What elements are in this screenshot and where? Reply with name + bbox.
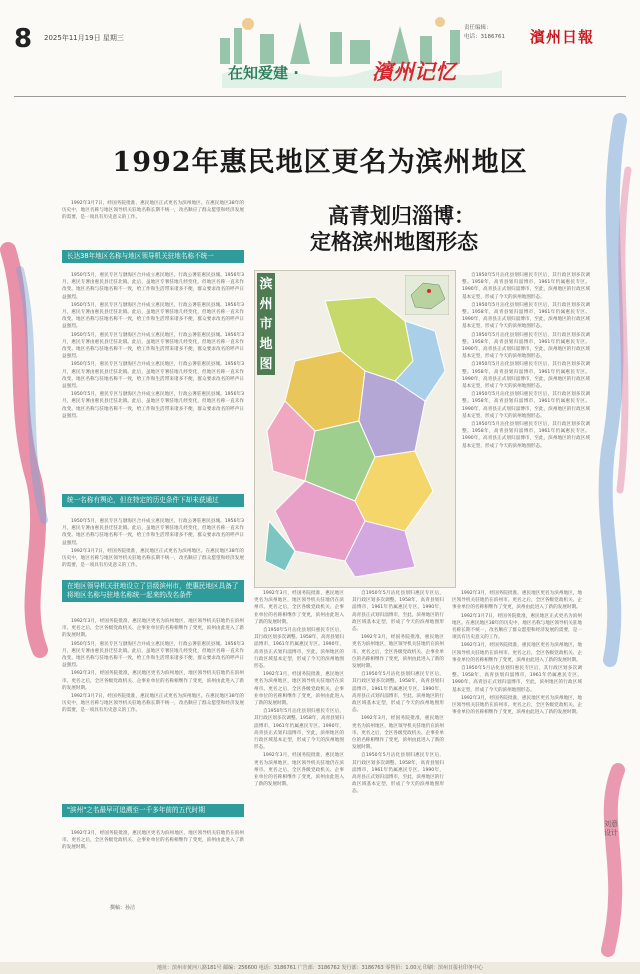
body-text: 自1950年5月沾化县划归惠民专区后，其行政区划多次调整。1958年，高青县划归淄博市，1961年仍属惠民专区。1990年，高青县正式划归淄博市，至此，滨州地区的行政区域基本定型，形成了今天的滨州地图形态。 (452, 666, 582, 693)
body-text: 1950年5月，惠民专区与渤海区合并成立惠民地区，行政公署驻惠民县城。1956年3月，惠民专署由惠民县迁驻北镇。此后，虽地区专署驻地几经变化，但地区名称一直未作改变。地区名称与驻地名称不一致，给工作和生活带来诸多不便，群众要求改名的呼声日益强烈。 (62, 641, 244, 669)
issue-date: 2025年11月19日 星期三 (44, 34, 124, 42)
byline: 撰稿：孙洁 (110, 905, 136, 911)
body-text: 自1950年5月沾化县划归惠民专区后，其行政区划多次调整。1958年，高青县划归淄博市，1961年仍属惠民专区。1990年，高青县正式划归淄博市，至此，滨州地区的行政区域基本定型，形成了今天的滨州地图形态。 (462, 362, 590, 390)
binzhou-map (254, 270, 456, 588)
lower-column-3 (352, 590, 444, 946)
body-text: 1950年5月，惠民专区与渤海区合并成立惠民地区，行政公署驻惠民县城。1956年3月，惠民专署由惠民县迁驻北镇。此后，虽地区专署驻地几经变化，但地区名称一直未作改变。地区名称与驻地名称不一致，给工作和生活带来诸多不便，群众要求改名的呼声日益强烈。 (62, 392, 244, 419)
body-text: 1992年3月，经国务院批准，惠民地区更名为滨州地区，地区领导机关驻地仍在滨州市。更名之后，全区各级党政机关、企事业单位的名称相继作了变更，滨州由此进入了新的发展时期。 (254, 591, 344, 625)
art-credit: 刘意设计 (604, 820, 618, 837)
sub-headline-line1: 高青划归淄博： (328, 203, 475, 228)
body-text: 1950年5月，惠民专区与渤海区合并成立惠民地区，行政公署驻惠民县城。1956年3月，惠民专署由惠民县迁驻北镇。此后，虽地区专署驻地几经变化，但地区名称一直未作改变。地区名称与驻地名称不一致，给工作和生活带来诸多不便，群众要求改名的呼声日益强烈。 (62, 519, 244, 546)
lower-column-1b (62, 830, 244, 900)
newspaper-masthead: 濱州日報 (530, 28, 595, 46)
body-text: 1992年3月，经国务院批准，惠民地区更名为滨州地区，地区领导机关驻地仍在滨州市。更名之后，全区各级党政机关、企事业单位的名称相继作了变更，滨州由此进入了新的发展时期。 (254, 753, 344, 788)
body-text: 1992年3月，经国务院批准，惠民地区更名为滨州地区，地区领导机关驻地仍在滨州市。更名之后，全区各级党政机关、企事业单位的名称相继作了变更，滨州由此进入了新的发展时期。 (352, 716, 444, 751)
intro-paragraph (62, 200, 244, 246)
body-text: 1950年5月，惠民专区与渤海区合并成立惠民地区，行政公署驻惠民县城。1956年3月，惠民专署由惠民县迁驻北镇。此后，虽地区专署驻地几经变化，但地区名称一直未作改变。地区名称与驻地名称不一致，给工作和生活带来诸多不便，群众要求改名的呼声日益强烈。 (62, 362, 244, 390)
body-text: 1950年5月，惠民专区与渤海区合并成立惠民地区，行政公署驻惠民县城。1956年3月，惠民专署由惠民县迁驻北镇。此后，虽地区专署驻地几经变化，但地区名称一直未作改变。地区名称与驻地名称不一致，给工作和生活带来诸多不便，群众要求改名的呼声日益强烈。 (62, 332, 244, 360)
body-text: 自1950年5月沾化县划归惠民专区后，其行政区划多次调整。1958年，高青县划归淄博市，1961年仍属惠民专区。1990年，高青县正式划归淄博市，至此，滨州地区的行政区域基本定型，形成了今天的滨州地图形态。 (352, 591, 444, 633)
body-text: 1992年3月，经国务院批准，惠民地区更名为滨州地区，地区领导机关驻地仍在滨州市。更名之后，全区各级党政机关、企事业单位的名称相继作了变更，滨州由此进入了新的发展时期。 (452, 643, 582, 663)
body-text: 1992年3月，经国务院批准，惠民地区更名为滨州地区，地区领导机关驻地仍在滨州市。更名之后，全区各级党政机关、企事业单位的名称相继作了变更，滨州由此进入了新的发展时期。 (452, 695, 582, 716)
body-text: 1950年5月，惠民专区与渤海区合并成立惠民地区，行政公署驻惠民县城。1956年3月，惠民专署由惠民县迁驻北镇。此后，虽地区专署驻地几经变化，但地区名称一直未作改变。地区名称与驻地名称不一致，给工作和生活带来诸多不便，群众要求改名的呼声日益强烈。 (62, 302, 244, 330)
body-text: 自1950年5月沾化县划归惠民专区后，其行政区划多次调整。1958年，高青县划归淄博市，1961年仍属惠民专区。1990年，高青县正式划归淄博市，至此，滨州地区的行政区域基本定型，形成了今天的滨州地图形态。 (462, 422, 590, 449)
body-text: 自1950年5月沾化县划归惠民专区后，其行政区划多次调整。1958年，高青县划归淄博市，1961年仍属惠民专区。1990年，高青县正式划归淄博市，至此，滨州地区的行政区域基本定型，形成了今天的滨州地图形态。 (462, 273, 590, 300)
page-number: 8 (14, 24, 33, 54)
editor-line: 责任编辑： (464, 25, 492, 31)
map-title-text: 滨州市地图 (259, 277, 273, 372)
section-head-1: 长达38年地区名称与地区领导机关驻地名称不统一 (62, 250, 244, 263)
body-text: 1992年3月，经国务院批准，惠民地区更名为滨州地区，地区领导机关驻地仍在滨州市。更名之后，全区各级党政机关、企事业单位的名称相继作了变更，滨州由此进入了新的发展时期。 (62, 619, 244, 639)
column-title-right: 濱州记忆 (372, 59, 456, 84)
header-divider (14, 96, 626, 97)
main-headline: 1992年惠民地区更名为滨州地区 (112, 147, 528, 178)
body-text: 自1950年5月沾化县划归惠民专区后，其行政区划多次调整。1958年，高青县划归淄博市，1961年仍属惠民专区。1990年，高青县正式划归淄博市，至此，滨州地区的行政区域基本定型，形成了今天的滨州地图形态。 (352, 753, 444, 795)
body-text: 自1950年5月沾化县划归惠民专区后，其行政区划多次调整。1958年，高青县划归淄博市，1961年仍属惠民专区。1990年，高青县正式划归淄博市，至此，滨州地区的行政区域基本定型，形成了今天的滨州地图形态。 (352, 672, 444, 714)
lower-column-2 (254, 590, 344, 946)
column-title-left: 在知爱建 · (228, 64, 299, 82)
body-text: 1992年3月7日，经国务院批准，惠民地区正式更名为滨州地区。在惠民地区38年的历史中，地区名称与地区领导机关驻地名称长期不统一，改名顺应了群众愿望和经济发展的需要，是一项具有历史意义的工作。 (452, 613, 582, 641)
right-brush-decoration (590, 110, 640, 670)
body-text: 1992年3月，经国务院批准，惠民地区更名为滨州地区，地区领导机关驻地仍在滨州市。更名之后，全区各级党政机关、企事业单位的名称相继作了变更，滨州由此进入了新的发展时期。 (254, 672, 344, 707)
body-text: 1992年3月7日，经国务院批准，惠民地区正式更名为滨州地区。在惠民地区38年的历史中，地区名称与地区领导机关驻地名称长期不统一，改名顺应了群众愿望和经济发展的需要，是一项具有历史意义的工作。 (62, 548, 244, 569)
section-head-3: 在地区领导机关驻地设立了县级滨州市，使惠民地区具备了将地区名称与驻地名称统一起来的改名条件 (62, 580, 244, 602)
left-column-body (62, 272, 244, 486)
body-text: 自1950年5月沾化县划归惠民专区后，其行政区划多次调整。1958年，高青县划归淄博市，1961年仍属惠民专区。1990年，高青县正式划归淄博市，至此，滨州地区的行政区域基本定型，形成了今天的滨州地图形态。 (462, 302, 590, 330)
sub-headline-line2: 定格滨州地图形态 (310, 229, 478, 254)
body-text: 1992年3月，经国务院批准，惠民地区更名为滨州地区，地区领导机关驻地仍在滨州市。更名之后，全区各级党政机关、企事业单位的名称相继作了变更，滨州由此进入了新的发展时期。 (452, 591, 582, 611)
section-head-2: 统一名称有舆论，但在特定的历史条件下却未获通过 (62, 494, 244, 507)
body-text: 自1950年5月沾化县划归惠民专区后，其行政区划多次调整。1958年，高青县划归淄博市，1961年仍属惠民专区。1990年，高青县正式划归淄博市，至此，滨州地区的行政区域基本定型，形成了今天的滨州地图形态。 (254, 709, 344, 751)
body-text: 1992年3月7日，经国务院批准，惠民地区正式更名为滨州地区。在惠民地区38年的历史中，地区名称与地区领导机关驻地名称长期不统一，改名顺应了群众愿望和经济发展的需要，是一项具有历史意义的工作。 (62, 694, 244, 714)
body-text: 自1950年5月沾化县划归惠民专区后，其行政区划多次调整。1958年，高青县划归淄博市，1961年仍属惠民专区。1990年，高青县正式划归淄博市，至此，滨州地区的行政区域基本定型，形成了今天的滨州地图形态。 (462, 332, 590, 360)
body-text: 1992年3月，经国务院批准，惠民地区更名为滨州地区，地区领导机关驻地仍在滨州市。更名之后，全区各级党政机关、企事业单位的名称相继作了变更，滨州由此进入了新的发展时期。 (62, 831, 244, 851)
right-column-body (462, 272, 590, 578)
body-text: 自1950年5月沾化县划归惠民专区后，其行政区划多次调整。1958年，高青县划归淄博市，1961年仍属惠民专区。1990年，高青县正式划归淄博市，至此，滨州地区的行政区域基本定型，形成了今天的滨州地图形态。 (254, 628, 344, 670)
intro-text: 1992年3月7日，经国务院批准，惠民地区正式更名为滨州地区。在惠民地区38年的历史中，地区名称与地区领导机关驻地名称长期不统一，改名顺应了群众愿望和经济发展的需要，是一项具有历史意义的工作。 (62, 201, 244, 221)
section-head-4: "滨州"之名最早可追溯至一千多年前的五代时期 (62, 804, 244, 817)
body-text: 1950年5月，惠民专区与渤海区合并成立惠民地区，行政公署驻惠民县城。1956年3月，惠民专署由惠民县迁驻北镇。此后，虽地区专署驻地几经变化，但地区名称一直未作改变。地区名称与驻地名称不一致，给工作和生活带来诸多不便，群众要求改名的呼声日益强烈。 (62, 273, 244, 300)
page-footer: 地址：滨州市黄河八路181号 邮编：256600 电话：3186761 广告部：3186762 发行部：3186763 零售价：1.00元 印刷：滨州日报社印务中心 (0, 962, 640, 974)
map-regions (255, 271, 455, 587)
body-text: 1992年3月，经国务院批准，惠民地区更名为滨州地区，地区领导机关驻地仍在滨州市。更名之后，全区各级党政机关、企事业单位的名称相继作了变更，滨州由此进入了新的发展时期。 (352, 635, 444, 670)
editor-line: 电话：3186761 (464, 34, 505, 40)
body-text: 1992年3月，经国务院批准，惠民地区更名为滨州地区，地区领导机关驻地仍在滨州市。更名之后，全区各级党政机关、企事业单位的名称相继作了变更，滨州由此进入了新的发展时期。 (62, 671, 244, 691)
left-brush-decoration (0, 240, 50, 660)
lower-column-4 (452, 590, 582, 946)
body-text: 自1950年5月沾化县划归惠民专区后，其行政区划多次调整。1958年，高青县划归淄博市，1961年仍属惠民专区。1990年，高青县正式划归淄博市，至此，滨州地区的行政区域基本定型，形成了今天的滨州地图形态。 (462, 392, 590, 419)
lower-column-1 (62, 618, 244, 802)
